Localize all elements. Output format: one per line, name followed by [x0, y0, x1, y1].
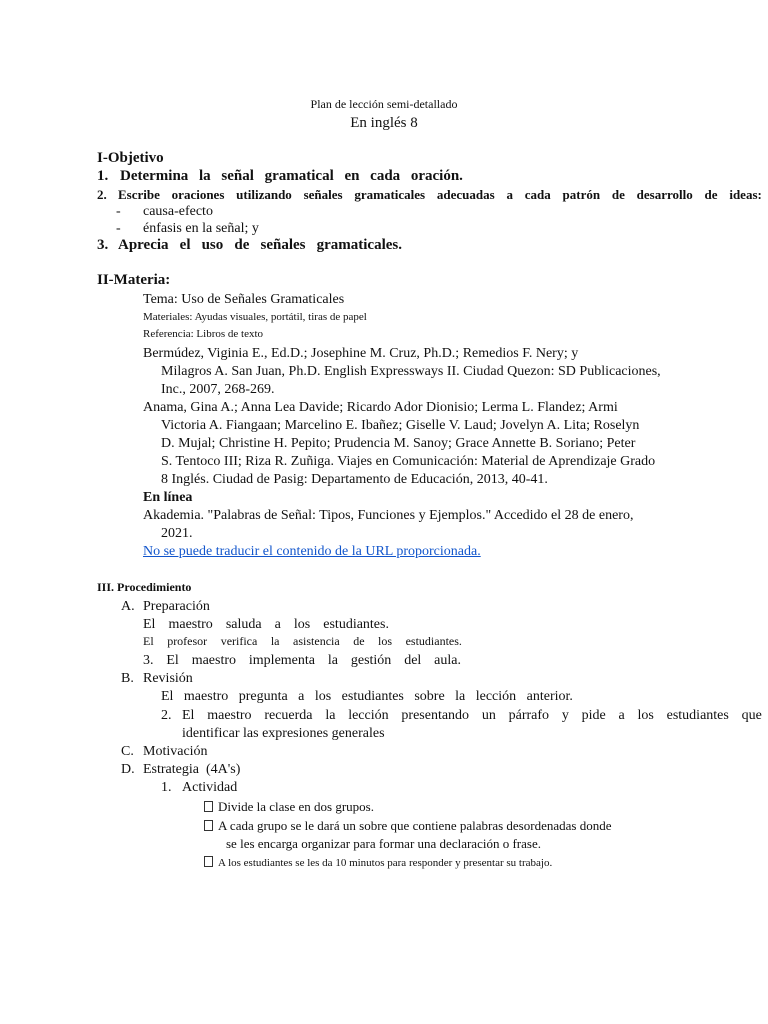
word: Determina [120, 168, 189, 184]
word: saluda [225, 617, 262, 632]
section-a-title: Preparación [143, 599, 210, 614]
checkbox-icon [204, 801, 213, 812]
word: verifica [220, 634, 258, 648]
word: desarrollo [636, 187, 693, 202]
word: recuerda [264, 708, 313, 723]
materia-referencia: Referencia: Libros de texto [143, 328, 264, 340]
word: adecuadas [436, 187, 495, 202]
reference-line: 2021. [161, 526, 193, 541]
section-d-label: D. [121, 762, 135, 777]
online-reference-link[interactable]: No se puede traducir el contenido de la URL proporcionada. [143, 544, 481, 559]
word: de [353, 634, 365, 648]
section-b-label: B. [121, 671, 134, 686]
section-c-title: Motivación [143, 744, 208, 759]
objetivo-sub-2: énfasis en la señal; y [143, 221, 259, 236]
word: y [561, 708, 569, 723]
objetivo-sub-1: causa-efecto [143, 204, 213, 219]
materia-materiales: Materiales: Ayudas visuales, portátil, tiras de papel [143, 311, 367, 323]
word: estudiantes. [405, 634, 462, 648]
word: los [378, 634, 393, 648]
word: estudiantes [341, 689, 404, 704]
word: utilizando [236, 187, 292, 202]
word: la [455, 689, 466, 704]
objetivo-1-text [120, 168, 463, 185]
word: profesor [167, 634, 208, 648]
revision-step-2-text [182, 707, 762, 724]
word: maestro [207, 708, 252, 723]
word: a [298, 689, 305, 704]
objetivo-sub-dash: - [116, 204, 121, 219]
word: presentando [401, 708, 470, 723]
reference-line: 8 Inglés. Ciudad de Pasig: Departamento de Educación, 2013, 40-41. [161, 472, 548, 487]
bullet-continuation: se les encarga organizar para formar una declaración o frase. [226, 836, 541, 851]
objetivo-2-text [118, 186, 762, 203]
word: en [344, 168, 360, 184]
word: El [161, 689, 174, 704]
word: maestro [168, 617, 213, 632]
document-title: Plan de lección semi-detallado [310, 97, 458, 111]
word: la [199, 168, 211, 184]
activity-bullet [204, 798, 374, 815]
section-c-label: C. [121, 744, 134, 759]
word: El [143, 617, 156, 632]
word: uso [201, 237, 224, 253]
word: gramaticales. [316, 237, 402, 253]
document-subtitle: En inglés 8 [350, 115, 418, 131]
revision-step-2-continuation: identificar las expresiones generales [182, 726, 385, 741]
word: lección [475, 689, 517, 704]
word: Aprecia [118, 237, 169, 253]
word: Escribe [118, 187, 160, 202]
word: del [404, 653, 422, 668]
reference-line: Bermúdez, Viginia E., Ed.D.; Josephine M. Cruz, Ph.D.; Remedios F. Nery; y [143, 346, 579, 361]
materia-tema: Tema: Uso de Señales Gramaticales [143, 292, 345, 307]
reference-line: Inc., 2007, 268-269. [161, 382, 275, 397]
word: 3. [143, 653, 154, 668]
word: a [618, 708, 625, 723]
preparacion-step-1 [143, 616, 389, 633]
word: párrafo [508, 708, 550, 723]
word: que [741, 708, 762, 723]
preparacion-step-2 [143, 633, 462, 650]
reference-line: Akademia. "Palabras de Señal: Tipos, Funciones y Ejemplos." Accedido el 28 de enero, [143, 508, 634, 523]
reference-line: Milagros A. San Juan, Ph.D. English Expressways II. Ciudad Quezon: SD Publicaciones, [161, 364, 661, 379]
activity-title: Actividad [182, 780, 238, 795]
revision-step-2-number: 2. [161, 708, 172, 723]
word: a [506, 187, 513, 202]
materia-heading: II-Materia: [97, 272, 171, 288]
word: la [327, 653, 338, 668]
bullet-text: Divide la clase en dos grupos. [218, 799, 374, 814]
reference-line: D. Mujal; Christine H. Pepito; Prudencia M. Sanoy; Grace Annette B. Soriano; Peter [161, 436, 636, 451]
objetivo-3-text [118, 237, 402, 254]
objetivo-2-number: 2. [97, 187, 107, 202]
reference-line: S. Tentoco III; Riza R. Zuñiga. Viajes en Comunicación: Material de Aprendizaje Grado [161, 454, 656, 469]
word: El [182, 708, 195, 723]
word: señal [221, 168, 254, 184]
objetivo-heading: I-Objetivo [97, 150, 164, 166]
word: los [314, 689, 332, 704]
word: estudiantes [666, 708, 729, 723]
word: señales [303, 187, 343, 202]
word: oración. [410, 168, 463, 184]
word: aula. [434, 653, 461, 668]
section-a-label: A. [121, 599, 135, 614]
word: de [704, 187, 718, 202]
word: anterior. [526, 689, 573, 704]
reference-line: Victoria A. Fiangaan; Marcelino E. Ibañez; Giselle V. Laud; Jovelyn A. Lita; Roselyn [161, 418, 640, 433]
word: un [481, 708, 496, 723]
word: pregunta [238, 689, 288, 704]
word: lección [348, 708, 389, 723]
word: estudiantes. [323, 617, 389, 632]
objetivo-1-number: 1. [97, 168, 109, 184]
section-d-title: Estrategia (4A's) [143, 762, 241, 777]
word: maestro [191, 653, 237, 668]
objetivo-3-number: 3. [97, 237, 109, 253]
revision-step-1 [161, 688, 573, 705]
bullet-text: A los estudiantes se les da 10 minutos para responder y presentar su trabajo. [218, 857, 553, 869]
word: cada [524, 187, 551, 202]
activity-bullet [204, 817, 611, 834]
word: El [166, 653, 179, 668]
word: implementa [248, 653, 315, 668]
word: cada [370, 168, 401, 184]
word: de [611, 187, 625, 202]
word: sobre [414, 689, 445, 704]
word: gramatical [264, 168, 334, 184]
word: de [234, 237, 250, 253]
word: patrón [562, 187, 601, 202]
online-heading: En línea [143, 490, 193, 505]
section-b-title: Revisión [143, 671, 193, 686]
word: asistencia [293, 634, 340, 648]
word: los [293, 617, 311, 632]
preparacion-step-3 [143, 652, 461, 669]
bullet-text: A cada grupo se le dará un sobre que contiene palabras desordenadas donde [218, 818, 612, 833]
word: maestro [183, 689, 229, 704]
word: ideas: [729, 187, 762, 202]
word: a [274, 617, 281, 632]
word: oraciones [171, 187, 225, 202]
checkbox-icon [204, 820, 213, 831]
word: el [179, 237, 191, 253]
word: gramaticales [354, 187, 426, 202]
activity-number: 1. [161, 780, 172, 795]
word: pide [581, 708, 606, 723]
word: gestión [350, 653, 392, 668]
word: la [325, 708, 336, 723]
word: señales [260, 237, 306, 253]
activity-bullet [204, 855, 552, 872]
reference-line: Anama, Gina A.; Anna Lea Davide; Ricardo Ador Dionisio; Lerma L. Flandez; Armi [143, 400, 618, 415]
word: los [637, 708, 654, 723]
objetivo-sub-dash: - [116, 221, 121, 236]
word: El [143, 634, 154, 648]
checkbox-icon [204, 856, 213, 867]
word: la [270, 634, 280, 648]
procedimiento-heading: III. Procedimiento [97, 580, 192, 594]
